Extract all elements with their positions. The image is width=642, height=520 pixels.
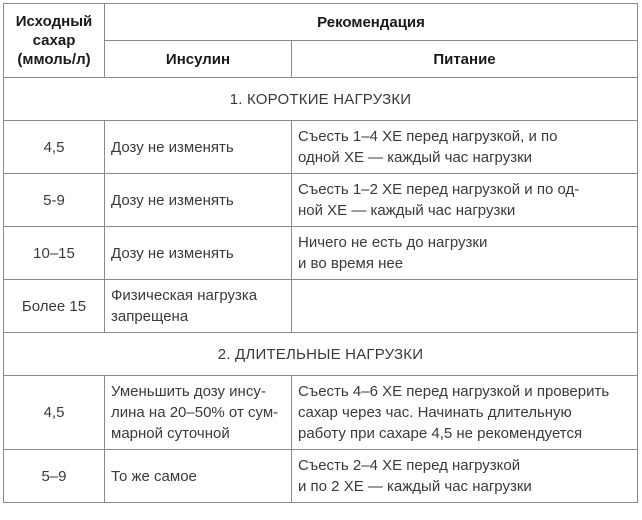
cell-line: Дозу не изменять (111, 191, 234, 209)
header-sugar-line: Исходный (15, 13, 93, 30)
cell-line: и во время нее (298, 255, 404, 272)
cell-insulin (105, 174, 292, 227)
table-row (4, 121, 638, 174)
cell-line: Съесть 4–6 ХЕ перед нагрузкой и проверить (298, 383, 610, 400)
cell-nutrition (292, 174, 638, 227)
header-recommendation: Рекомендация (105, 4, 638, 41)
cell-line: одной ХЕ — каждый час нагрузки (298, 149, 533, 166)
header-nutrition: Питание (292, 41, 638, 78)
cell-sugar: 5–9 (4, 450, 105, 503)
header-initial-sugar (4, 4, 105, 78)
cell-sugar: 4,5 (4, 121, 105, 174)
header-sugar-line: (ммоль/л) (17, 51, 91, 68)
cell-sugar: 10–15 (4, 227, 105, 280)
cell-line: Дозу не изменять (111, 138, 234, 156)
cell-nutrition (292, 376, 638, 450)
cell-insulin (105, 280, 292, 333)
cell-insulin (105, 376, 292, 450)
cell-nutrition-empty (292, 280, 638, 333)
cell-line: сахар через час. Начинать длительную (298, 404, 572, 421)
section-title-short-loads: 1. КОРОТКИЕ НАГРУЗКИ (4, 78, 638, 121)
cell-sugar: 4,5 (4, 376, 105, 450)
cell-line: Ничего не есть до нагрузки (298, 234, 488, 251)
cell-line: марной суточной (111, 425, 230, 442)
table-row (4, 174, 638, 227)
cell-line: ной ХЕ — каждый час нагрузки (298, 202, 516, 219)
cell-insulin (105, 227, 292, 280)
cell-line: Дозу не изменять (111, 244, 234, 262)
table-row (4, 450, 638, 503)
recommendation-table (3, 3, 638, 503)
cell-sugar: Более 15 (4, 280, 105, 333)
cell-line: Уменьшить дозу инсу- (111, 383, 266, 400)
header-sugar-line: сахар (32, 32, 76, 49)
cell-line: и по 2 ХЕ — каждый час нагрузки (298, 478, 532, 495)
cell-line: Съесть 1–4 ХЕ перед нагрузкой, и по (298, 128, 558, 145)
cell-line: лина на 20–50% от сум- (111, 404, 279, 421)
cell-nutrition (292, 450, 638, 503)
cell-line: Физическая нагрузка (111, 287, 258, 304)
header-insulin: Инсулин (105, 41, 292, 78)
cell-line: Съесть 1–2 ХЕ перед нагрузкой и по од- (298, 181, 580, 198)
table-row (4, 376, 638, 450)
cell-sugar: 5-9 (4, 174, 105, 227)
table-row (4, 280, 638, 333)
cell-line: Съесть 2–4 ХЕ перед нагрузкой (298, 457, 521, 474)
table-row (4, 227, 638, 280)
cell-line: То же самое (111, 467, 197, 485)
cell-line: работу при сахаре 4,5 не рекомендуется (298, 425, 583, 442)
cell-insulin (105, 121, 292, 174)
cell-nutrition (292, 121, 638, 174)
cell-insulin (105, 450, 292, 503)
cell-nutrition (292, 227, 638, 280)
cell-line: запрещена (111, 308, 189, 325)
section-title-long-loads: 2. ДЛИТЕЛЬНЫЕ НАГРУЗКИ (4, 333, 638, 376)
